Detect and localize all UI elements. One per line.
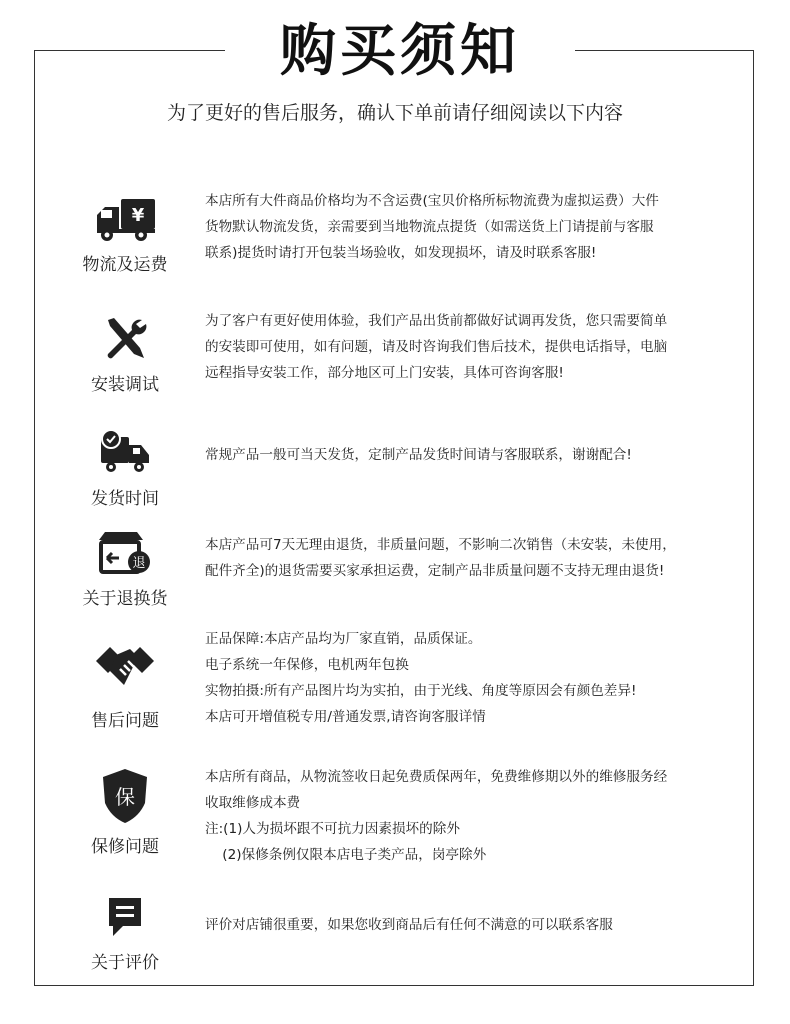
text-line: 本店产品可7天无理由退货，非质量问题，不影响二次销售（未安装，未使用，	[205, 537, 676, 553]
text-line: 常规产品一般可当天发货，定制产品发货时间请与客服联系，谢谢配合!	[205, 447, 632, 463]
text-line: 本店所有商品，从物流签收日起免费质保两年，免费维修期以外的维修服务经	[205, 769, 668, 785]
text-line: 的安装即可使用，如有问题，请及时咨询我们售后技术，提供电话指导，电脑	[205, 339, 668, 355]
title-wrap	[225, 12, 575, 92]
page-title: 购买须知	[280, 19, 520, 84]
svg-text:¥: ¥	[131, 205, 145, 226]
tools-icon	[60, 310, 190, 368]
shipping-clock-icon	[60, 424, 190, 482]
handshake-icon	[60, 636, 190, 698]
section-label: 售后问题	[91, 711, 159, 731]
text-line: 评价对店铺很重要，如果您收到商品后有任何不满意的可以联系客服	[205, 917, 613, 933]
return-badge-text: 退	[132, 556, 146, 571]
truck-yen-icon	[60, 190, 190, 248]
text-line: 本店所有大件商品价格均为不含运费(宝贝价格所标物流费为虚拟运费）大件	[205, 193, 659, 209]
section-label: 安装调试	[91, 375, 159, 395]
text-line: 正品保障:本店产品均为厂家直销，品质保证。	[205, 631, 482, 647]
text-line: 远程指导安装工作，部分地区可上门安装，具体可咨询客服!	[205, 365, 564, 381]
return-box-icon	[60, 524, 190, 582]
page-subtitle: 为了更好的售后服务，确认下单前请仔细阅读以下内容	[166, 102, 623, 124]
text-line: 联系)提货时请打开包装当场验收，如发现损坏，请及时联系客服!	[205, 245, 597, 261]
text-line: 注:(1)人为损坏跟不可抗力因素损坏的除外	[205, 821, 460, 837]
comment-icon	[60, 892, 190, 940]
text-line: 收取维修成本费	[205, 795, 301, 811]
text-line: 电子系统一年保修，电机两年包换	[205, 657, 409, 673]
text-line: 货物默认物流发货，亲需要到当地物流点提货（如需送货上门请提前与客服	[205, 219, 654, 235]
section-label: 发货时间	[91, 489, 159, 509]
section-text	[205, 188, 730, 266]
section-text	[205, 626, 730, 730]
text-line: 实物拍摄:所有产品图片均为实拍，由于光线、角度等原因会有颜色差异!	[205, 683, 637, 699]
warranty-badge-text: 保	[115, 785, 135, 809]
section-text	[205, 442, 730, 468]
section-text	[205, 912, 730, 938]
section-label: 关于评价	[91, 953, 159, 973]
section-label: 保修问题	[91, 837, 159, 857]
text-line: 本店可开增值税专用/普通发票,请咨询客服详情	[205, 709, 486, 725]
text-line: 为了客户有更好使用体验，我们产品出货前都做好试调再发货，您只需要简单	[205, 313, 668, 329]
section-label: 关于退换货	[82, 589, 168, 609]
text-line: 配件齐全)的退货需要买家承担运费，定制产品非质量问题不支持无理由退货!	[205, 563, 665, 579]
warranty-shield-icon	[60, 766, 190, 826]
section-text	[205, 308, 730, 386]
section-text	[205, 532, 730, 584]
section-label: 物流及运费	[82, 255, 168, 275]
text-line: (2)保修条例仅限本店电子类产品，岗亭除外	[205, 847, 487, 863]
section-text	[205, 764, 730, 868]
